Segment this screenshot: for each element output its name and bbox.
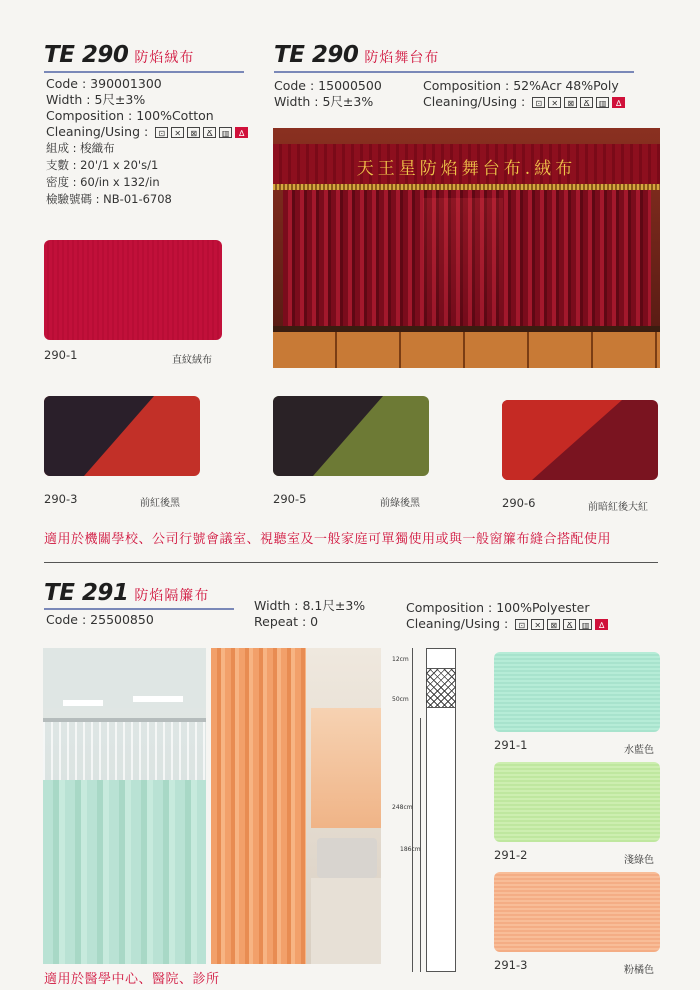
swatch-290-6 bbox=[502, 400, 658, 480]
te291-specs-left bbox=[254, 598, 365, 630]
wash-icon: ⊡ bbox=[515, 619, 528, 630]
spec-width: Width : 5尺±3% bbox=[274, 94, 374, 109]
te290-right-specs-left bbox=[274, 78, 382, 110]
no-tumble-dry-icon: ⊠ bbox=[564, 97, 577, 108]
flame-retardant-icon: ∆ bbox=[612, 97, 625, 108]
hospital-photo-green bbox=[43, 648, 206, 964]
spec-width: Width : 8.1尺±3% bbox=[254, 598, 366, 613]
no-bleach-icon: ✕ bbox=[548, 97, 561, 108]
swatch-name: 直紋絨布 bbox=[172, 355, 212, 366]
swatch-name: 前紅後黑 bbox=[140, 498, 180, 509]
iron-icon: Ճ bbox=[563, 619, 576, 630]
dim-label-186: 186cm bbox=[400, 846, 421, 853]
swatch-291-3 bbox=[494, 872, 660, 952]
stage-front-panel bbox=[273, 332, 660, 368]
te290-left-title bbox=[44, 42, 194, 68]
dim-label-50: 50cm bbox=[392, 696, 409, 703]
swatch-name: 水藍色 bbox=[624, 745, 654, 756]
spec-composition: Composition : 100%Cotton bbox=[46, 108, 214, 123]
swatch-name: 前暗紅後大紅 bbox=[588, 502, 648, 513]
spec-code: Code : 390001300 bbox=[46, 76, 162, 91]
te290-right-title bbox=[274, 42, 439, 68]
swatch-290-5 bbox=[273, 396, 429, 476]
dry-clean-icon: ▥ bbox=[219, 127, 232, 138]
spec-width: Width : 5尺±3% bbox=[46, 92, 146, 107]
title-rule bbox=[44, 71, 244, 73]
swatch-291-1 bbox=[494, 652, 660, 732]
dry-clean-icon: ▥ bbox=[596, 97, 609, 108]
product-name: 防焰隔簾布 bbox=[134, 588, 210, 604]
spec-repeat: Repeat : 0 bbox=[254, 614, 319, 629]
swatch-code: 290-1 bbox=[44, 348, 78, 362]
hospital-bed bbox=[317, 838, 377, 878]
spec-code: Code : 15000500 bbox=[274, 78, 382, 93]
care-symbols bbox=[155, 127, 248, 138]
swatch-290-3 bbox=[44, 396, 200, 476]
swatch-code: 291-1 bbox=[494, 738, 528, 752]
no-tumble-dry-icon: ⊠ bbox=[547, 619, 560, 630]
swatch-290-1 bbox=[44, 240, 222, 340]
spec-yarn-count: 支數 : 20'/1 x 20's/1 bbox=[46, 158, 159, 172]
orange-curtain bbox=[211, 648, 306, 964]
wash-icon: ⊡ bbox=[532, 97, 545, 108]
swatch-name: 前綠後黑 bbox=[380, 498, 420, 509]
usage-text-291: 適用於醫學中心、醫院、診所 bbox=[44, 972, 220, 987]
mesh-section bbox=[426, 668, 456, 708]
care-symbols bbox=[532, 97, 625, 108]
swatch-name: 淺綠色 bbox=[624, 855, 654, 866]
usage-text-290: 適用於機關學校、公司行號會議室、視聽室及一般家庭可單獨使用或與一般窗簾布縫合搭配使用 bbox=[44, 532, 612, 547]
te291-title bbox=[44, 580, 209, 606]
title-rule bbox=[44, 608, 234, 610]
care-symbols bbox=[515, 619, 608, 630]
hospital-photo-orange bbox=[211, 648, 381, 964]
spec-construction: 組成 : 梭織布 bbox=[46, 141, 115, 155]
te290-right-specs-right bbox=[423, 78, 625, 110]
flame-retardant-icon: ∆ bbox=[235, 127, 248, 138]
dry-clean-icon: ▥ bbox=[579, 619, 592, 630]
swatch-code: 290-5 bbox=[273, 492, 307, 506]
iron-icon: Ճ bbox=[203, 127, 216, 138]
swatch-291-2 bbox=[494, 762, 660, 842]
wash-icon: ⊡ bbox=[155, 127, 168, 138]
model-number: TE 290 bbox=[44, 42, 129, 68]
no-tumble-dry-icon: ⊠ bbox=[187, 127, 200, 138]
flame-retardant-icon: ∆ bbox=[595, 619, 608, 630]
swatch-code: 290-6 bbox=[502, 496, 536, 510]
stage-banner-text: 天王星防焰舞台布.絨布 bbox=[356, 159, 577, 179]
curtain-dimension-diagram bbox=[392, 648, 478, 972]
spec-composition: Composition : 52%Acr 48%Poly bbox=[423, 78, 619, 93]
stage-photo bbox=[273, 128, 660, 368]
model-number: TE 291 bbox=[44, 580, 129, 606]
swatch-code: 290-3 bbox=[44, 492, 78, 506]
swatch-name: 粉橘色 bbox=[624, 965, 654, 976]
model-number: TE 290 bbox=[274, 42, 359, 68]
section-divider bbox=[44, 562, 658, 563]
product-name: 防焰絨布 bbox=[134, 50, 195, 66]
te291-specs-right bbox=[406, 600, 608, 632]
dim-label-12: 12cm bbox=[392, 656, 409, 663]
swatch-code: 291-2 bbox=[494, 848, 528, 862]
spec-cleaning: Cleaning/Using : ⊡ ✕ ⊠ Ճ ▥ ∆ bbox=[406, 616, 608, 632]
no-bleach-icon: ✕ bbox=[531, 619, 544, 630]
no-bleach-icon: ✕ bbox=[171, 127, 184, 138]
title-rule bbox=[274, 71, 634, 73]
spec-density: 密度 : 60/in x 132/in bbox=[46, 175, 160, 189]
swatch-code: 291-3 bbox=[494, 958, 528, 972]
green-curtain bbox=[43, 780, 206, 964]
spec-cleaning: Cleaning/Using : ⊡ ✕ ⊠ Ճ ▥ ∆ bbox=[46, 124, 248, 140]
te290-left-specs bbox=[46, 76, 248, 208]
spec-code: Code : 25500850 bbox=[46, 612, 154, 627]
iron-icon: Ճ bbox=[580, 97, 593, 108]
product-name: 防焰舞台布 bbox=[364, 50, 440, 66]
dim-label-248: 248cm bbox=[392, 804, 413, 811]
spec-cleaning: Cleaning/Using : ⊡ ✕ ⊠ Ճ ▥ ∆ bbox=[423, 94, 625, 110]
spec-composition: Composition : 100%Polyester bbox=[406, 600, 590, 615]
spec-test-number: 檢驗號碼 : NB-01-6708 bbox=[46, 192, 172, 206]
